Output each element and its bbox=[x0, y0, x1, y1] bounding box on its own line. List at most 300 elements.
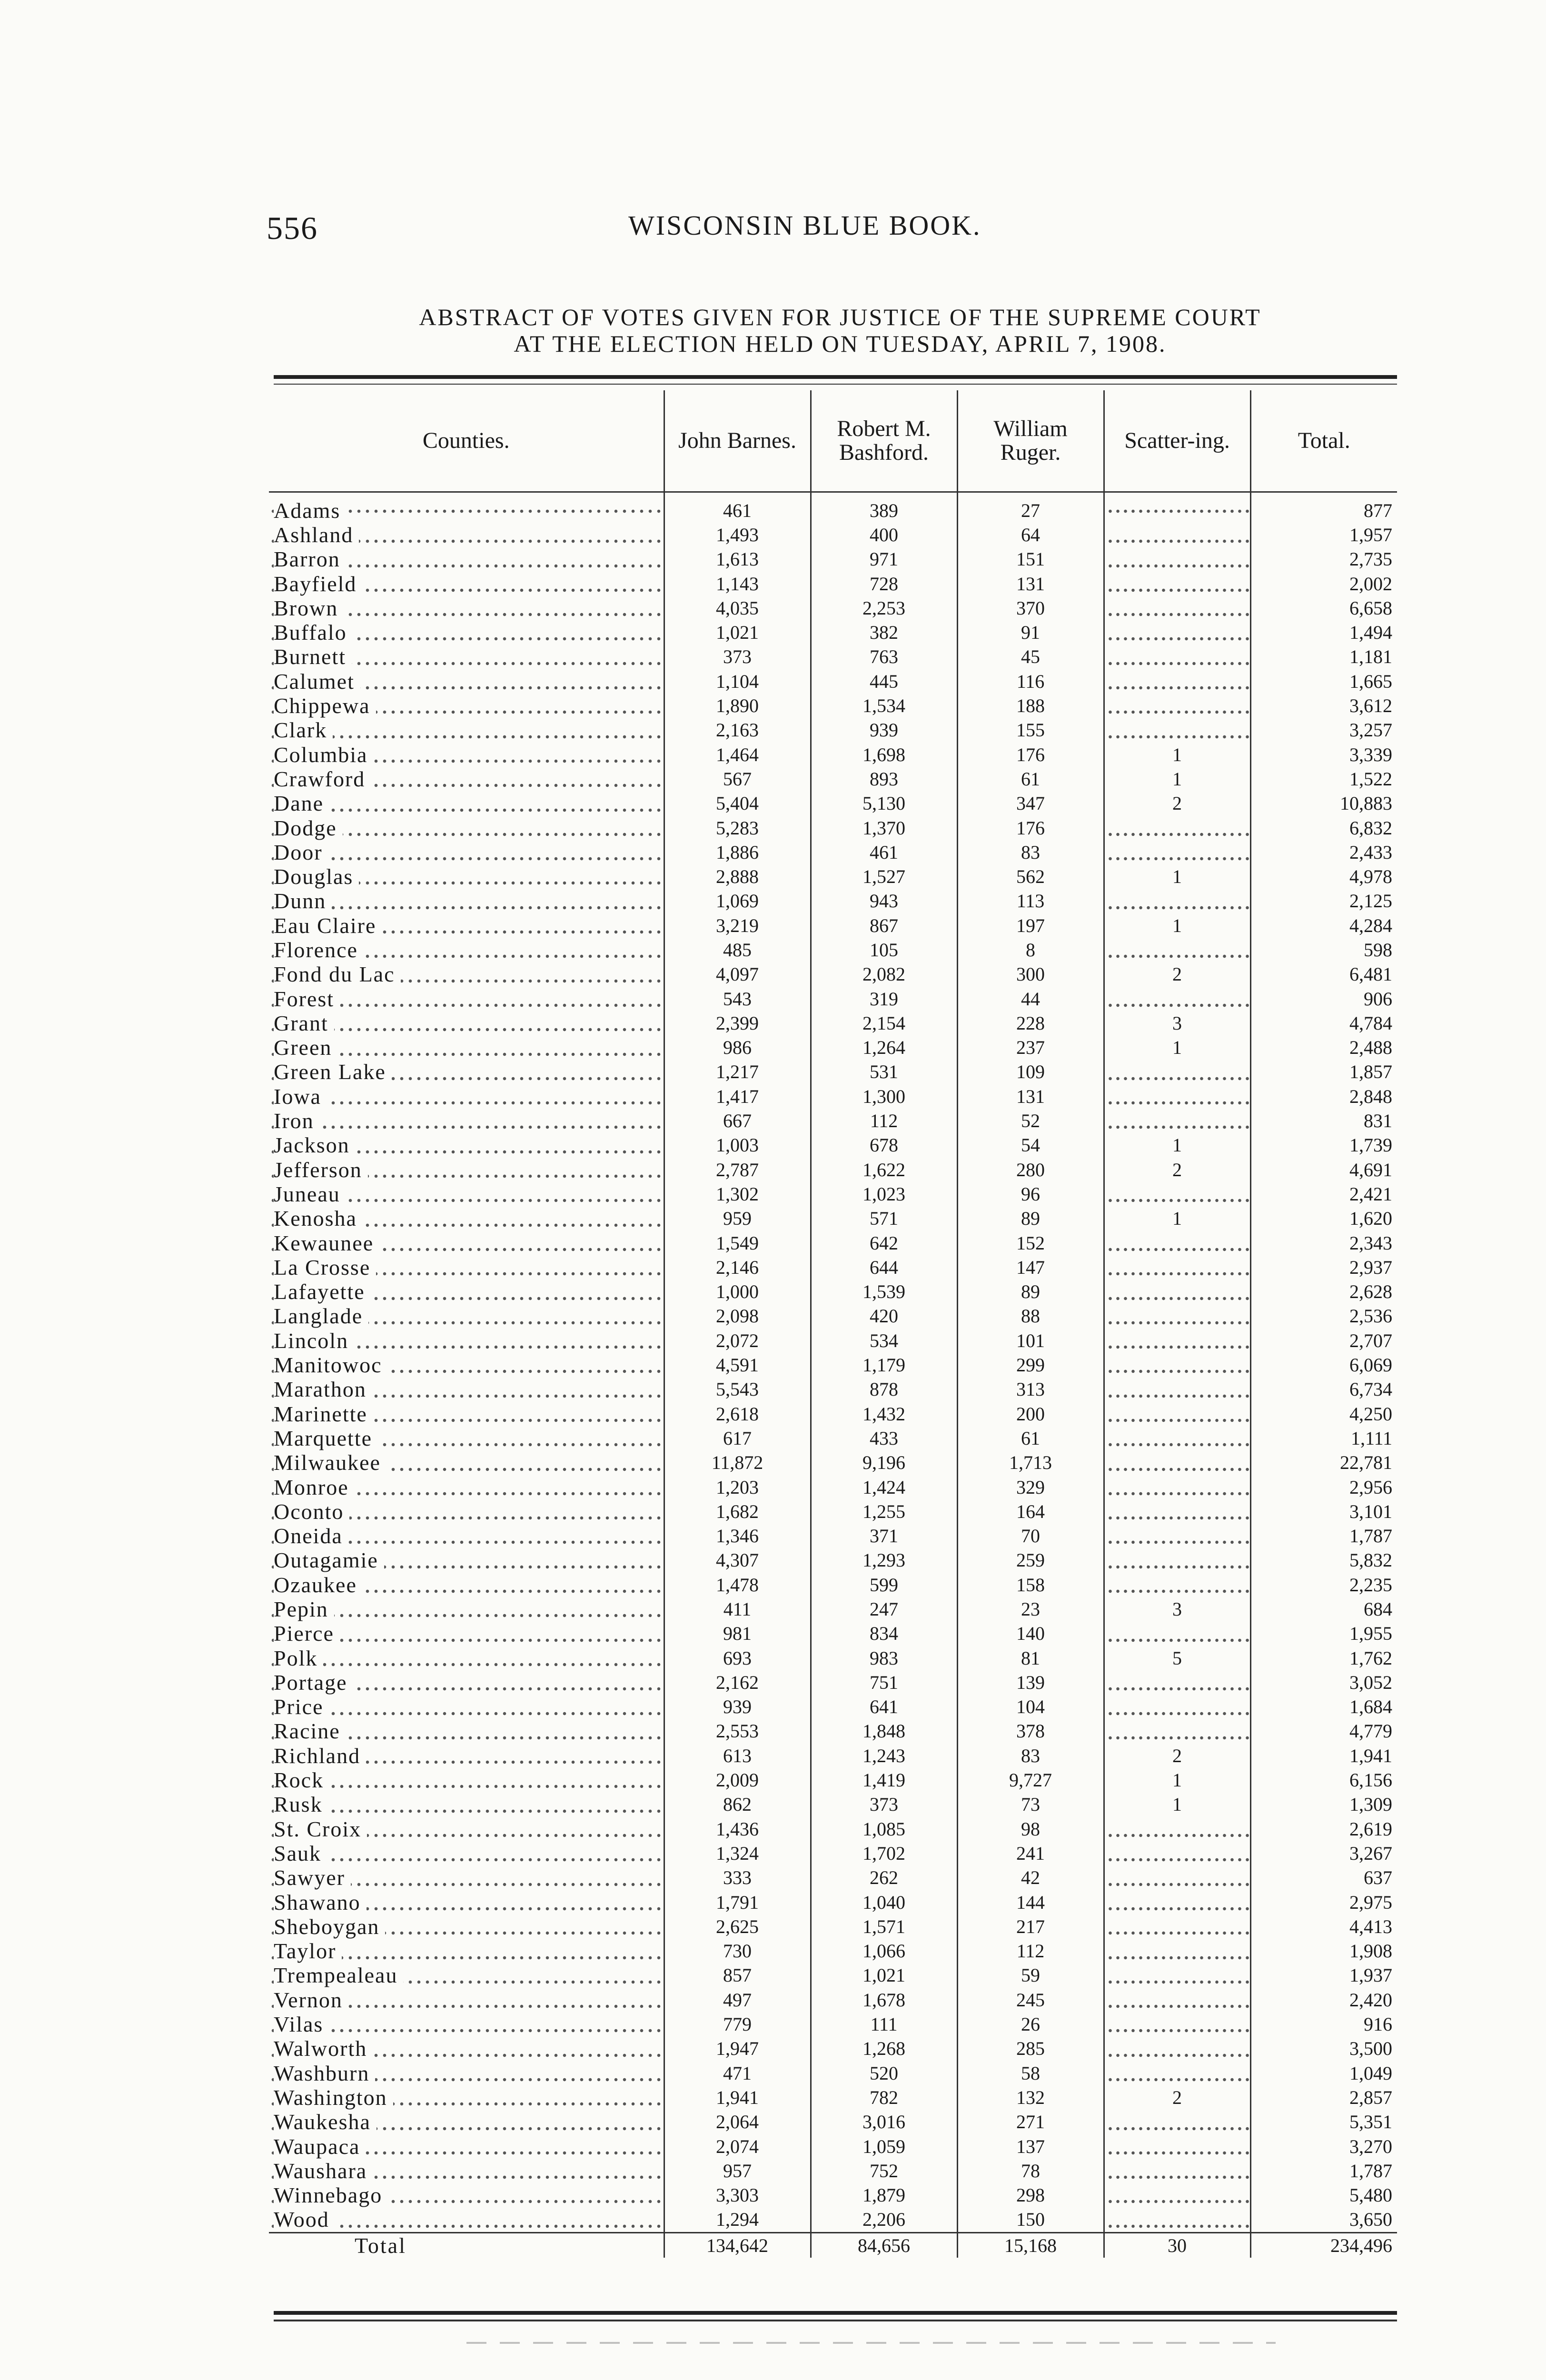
total-cell: 2,421 bbox=[1250, 1182, 1397, 1206]
barnes-cell: 779 bbox=[664, 2012, 811, 2036]
scattering-cell: 2 bbox=[1104, 2085, 1250, 2110]
scattering-cell bbox=[1104, 1622, 1250, 1646]
bashford-cell: 400 bbox=[811, 523, 957, 547]
county-name: Green bbox=[274, 1036, 337, 1060]
bashford-cell: 1,085 bbox=[811, 1817, 957, 1841]
bashford-cell: 1,539 bbox=[811, 1280, 957, 1304]
scattering-cell bbox=[1104, 2159, 1250, 2183]
scattering-cell: 2 bbox=[1104, 1744, 1250, 1768]
barnes-cell: 2,625 bbox=[664, 1914, 811, 1939]
bashford-cell: 1,432 bbox=[811, 1402, 957, 1426]
county-cell bbox=[269, 1353, 664, 1377]
ruger-cell: 96 bbox=[957, 1182, 1104, 1206]
ruger-cell: 78 bbox=[957, 2159, 1104, 2183]
barnes-cell: 2,098 bbox=[664, 1304, 811, 1329]
scattering-cell bbox=[1104, 2012, 1250, 2036]
barnes-cell: 11,872 bbox=[664, 1451, 811, 1475]
ruger-cell: 61 bbox=[957, 1426, 1104, 1450]
ruger-cell: 271 bbox=[957, 2110, 1104, 2134]
scattering-cell bbox=[1104, 1719, 1250, 1744]
barnes-cell: 5,404 bbox=[664, 792, 811, 816]
barnes-cell: 857 bbox=[664, 1964, 811, 1988]
scattering-cell bbox=[1104, 572, 1250, 596]
total-ruger-cell: 15,168 bbox=[957, 2233, 1104, 2258]
county-name: Vilas bbox=[274, 2012, 329, 2036]
table-row bbox=[269, 1207, 1397, 1231]
barnes-cell: 2,162 bbox=[664, 1670, 811, 1695]
ruger-cell: 26 bbox=[957, 2012, 1104, 2036]
column-header-barnes: John Barnes. bbox=[664, 390, 811, 492]
bashford-cell: 2,154 bbox=[811, 1011, 957, 1035]
barnes-cell: 1,613 bbox=[664, 547, 811, 572]
county-cell bbox=[269, 1744, 664, 1768]
county-cell bbox=[269, 2061, 664, 2085]
county-cell bbox=[269, 1475, 664, 1499]
county-cell bbox=[269, 840, 664, 864]
county-name: Adams bbox=[274, 498, 346, 523]
table-row bbox=[269, 1622, 1397, 1646]
total-cell: 1,937 bbox=[1250, 1964, 1397, 1988]
table-row bbox=[269, 1451, 1397, 1475]
scattering-cell bbox=[1104, 2061, 1250, 2085]
table-row bbox=[269, 2085, 1397, 2110]
county-name: Racine bbox=[274, 1719, 346, 1744]
table-row bbox=[269, 1499, 1397, 1524]
county-name: Lafayette bbox=[274, 1280, 371, 1304]
bashford-cell: 1,040 bbox=[811, 1890, 957, 1914]
barnes-cell: 411 bbox=[664, 1597, 811, 1621]
county-cell bbox=[269, 1084, 664, 1109]
scattering-cell bbox=[1104, 1084, 1250, 1109]
ruger-cell: 329 bbox=[957, 1475, 1104, 1499]
county-cell bbox=[269, 1964, 664, 1988]
total-cell: 10,883 bbox=[1250, 792, 1397, 816]
scattering-cell: 2 bbox=[1104, 962, 1250, 987]
county-name: Oconto bbox=[274, 1499, 349, 1524]
bashford-cell: 520 bbox=[811, 2061, 957, 2085]
bashford-cell: 1,293 bbox=[811, 1548, 957, 1573]
table-row bbox=[269, 2061, 1397, 2085]
barnes-cell: 1,217 bbox=[664, 1060, 811, 1084]
total-cell: 2,619 bbox=[1250, 1817, 1397, 1841]
scattering-cell bbox=[1104, 1255, 1250, 1279]
county-cell bbox=[269, 743, 664, 767]
ruger-cell: 83 bbox=[957, 840, 1104, 864]
county-name: Sheboygan bbox=[274, 1914, 385, 1939]
county-name: Milwaukee bbox=[274, 1451, 386, 1475]
total-cell: 1,309 bbox=[1250, 1793, 1397, 1817]
bashford-cell: 1,023 bbox=[811, 1182, 957, 1206]
bashford-cell: 1,179 bbox=[811, 1353, 957, 1377]
county-cell bbox=[269, 1109, 664, 1133]
column-header-total: Total. bbox=[1250, 390, 1397, 492]
bashford-cell: 262 bbox=[811, 1866, 957, 1890]
total-cell: 1,739 bbox=[1250, 1133, 1397, 1158]
table-row bbox=[269, 1719, 1397, 1744]
barnes-cell: 1,436 bbox=[664, 1817, 811, 1841]
barnes-cell: 4,097 bbox=[664, 962, 811, 987]
total-cell: 684 bbox=[1250, 1597, 1397, 1621]
bashford-cell: 939 bbox=[811, 718, 957, 743]
scattering-cell bbox=[1104, 523, 1250, 547]
table-row bbox=[269, 1280, 1397, 1304]
county-cell bbox=[269, 547, 664, 572]
county-name: Sauk bbox=[274, 1841, 327, 1865]
total-cell: 6,156 bbox=[1250, 1768, 1397, 1792]
barnes-cell: 1,302 bbox=[664, 1182, 811, 1206]
barnes-cell: 1,417 bbox=[664, 1084, 811, 1109]
county-cell bbox=[269, 864, 664, 889]
county-name: Green Lake bbox=[274, 1060, 392, 1084]
county-cell bbox=[269, 1304, 664, 1329]
total-cell: 598 bbox=[1250, 938, 1397, 962]
barnes-cell: 1,069 bbox=[664, 889, 811, 913]
barnes-cell: 3,219 bbox=[664, 913, 811, 938]
total-cell: 637 bbox=[1250, 1866, 1397, 1890]
scattering-cell bbox=[1104, 1524, 1250, 1548]
bashford-cell: 1,264 bbox=[811, 1036, 957, 1060]
table-row bbox=[269, 1768, 1397, 1792]
page-number: 556 bbox=[267, 210, 318, 246]
county-cell bbox=[269, 1329, 664, 1353]
table-row bbox=[269, 913, 1397, 938]
ruger-cell: 562 bbox=[957, 864, 1104, 889]
barnes-cell: 2,009 bbox=[664, 1768, 811, 1792]
county-cell bbox=[269, 1499, 664, 1524]
table-row bbox=[269, 1597, 1397, 1621]
ruger-cell: 81 bbox=[957, 1646, 1104, 1670]
total-cell: 2,735 bbox=[1250, 547, 1397, 572]
barnes-cell: 1,143 bbox=[664, 572, 811, 596]
county-name: Marquette bbox=[274, 1426, 378, 1450]
county-name: Oneida bbox=[274, 1524, 348, 1548]
table-row bbox=[269, 889, 1397, 913]
scattering-cell bbox=[1104, 1890, 1250, 1914]
bottom-rule-thin bbox=[274, 2320, 1397, 2321]
ruger-cell: 64 bbox=[957, 523, 1104, 547]
bashford-cell: 878 bbox=[811, 1378, 957, 1402]
ruger-cell: 140 bbox=[957, 1622, 1104, 1646]
scattering-cell bbox=[1104, 1378, 1250, 1402]
bashford-cell: 2,082 bbox=[811, 962, 957, 987]
ruger-cell: 23 bbox=[957, 1597, 1104, 1621]
scattering-cell bbox=[1104, 1109, 1250, 1133]
scattering-cell bbox=[1104, 1964, 1250, 1988]
ruger-cell: 91 bbox=[957, 620, 1104, 645]
scattering-cell bbox=[1104, 1060, 1250, 1084]
ruger-cell: 113 bbox=[957, 889, 1104, 913]
county-cell bbox=[269, 1158, 664, 1182]
barnes-cell: 1,294 bbox=[664, 2208, 811, 2233]
bashford-cell: 371 bbox=[811, 1524, 957, 1548]
bashford-cell: 247 bbox=[811, 1597, 957, 1621]
running-title: WISCONSIN BLUE BOOK. bbox=[628, 210, 981, 241]
bashford-cell: 1,021 bbox=[811, 1964, 957, 1988]
table-row bbox=[269, 645, 1397, 669]
bashford-cell: 1,424 bbox=[811, 1475, 957, 1499]
table-row bbox=[269, 1646, 1397, 1670]
total-cell: 3,267 bbox=[1250, 1841, 1397, 1865]
total-cell: 6,734 bbox=[1250, 1378, 1397, 1402]
scattering-cell: 1 bbox=[1104, 1207, 1250, 1231]
scattering-cell bbox=[1104, 718, 1250, 743]
ruger-cell: 217 bbox=[957, 1914, 1104, 1939]
total-cell: 831 bbox=[1250, 1109, 1397, 1133]
barnes-cell: 693 bbox=[664, 1646, 811, 1670]
county-name: Door bbox=[274, 840, 328, 864]
scattering-cell: 3 bbox=[1104, 1597, 1250, 1621]
votes-table bbox=[269, 390, 1397, 2258]
county-name: Waukesha bbox=[274, 2110, 377, 2134]
county-name: Chippewa bbox=[274, 694, 376, 718]
county-cell bbox=[269, 1695, 664, 1719]
scattering-cell bbox=[1104, 1939, 1250, 1964]
table-body bbox=[269, 492, 1397, 2258]
county-cell bbox=[269, 572, 664, 596]
barnes-cell: 2,146 bbox=[664, 1255, 811, 1279]
scattering-cell: 5 bbox=[1104, 1646, 1250, 1670]
ruger-cell: 147 bbox=[957, 1255, 1104, 1279]
total-cell: 6,069 bbox=[1250, 1353, 1397, 1377]
barnes-cell: 959 bbox=[664, 1207, 811, 1231]
table-title-line-1: ABSTRACT OF VOTES GIVEN FOR JUSTICE OF THE SUPREME COURT bbox=[419, 304, 1261, 330]
table-row bbox=[269, 1573, 1397, 1597]
scattering-cell: 2 bbox=[1104, 792, 1250, 816]
scattering-cell: 1 bbox=[1104, 1036, 1250, 1060]
county-cell bbox=[269, 1426, 664, 1450]
county-name: Walworth bbox=[274, 2037, 373, 2061]
county-cell bbox=[269, 2134, 664, 2159]
total-cell: 3,339 bbox=[1250, 743, 1397, 767]
bashford-cell: 433 bbox=[811, 1426, 957, 1450]
total-cell: 1,908 bbox=[1250, 1939, 1397, 1964]
table-row bbox=[269, 1670, 1397, 1695]
county-name: Columbia bbox=[274, 743, 373, 767]
scattering-cell: 2 bbox=[1104, 1158, 1250, 1182]
ruger-cell: 52 bbox=[957, 1109, 1104, 1133]
bashford-cell: 1,702 bbox=[811, 1841, 957, 1865]
table-row bbox=[269, 2012, 1397, 2036]
total-cell: 1,111 bbox=[1250, 1426, 1397, 1450]
barnes-cell: 1,941 bbox=[664, 2085, 811, 2110]
county-cell bbox=[269, 1719, 664, 1744]
ruger-cell: 285 bbox=[957, 2037, 1104, 2061]
scattering-cell bbox=[1104, 1817, 1250, 1841]
bashford-cell: 5,130 bbox=[811, 792, 957, 816]
bashford-cell: 2,253 bbox=[811, 596, 957, 620]
bashford-cell: 943 bbox=[811, 889, 957, 913]
scattering-cell: 3 bbox=[1104, 1011, 1250, 1035]
total-label: Total bbox=[274, 2233, 412, 2258]
total-cell: 1,181 bbox=[1250, 645, 1397, 669]
total-cell: 2,628 bbox=[1250, 1280, 1397, 1304]
county-name: Waupaca bbox=[274, 2134, 366, 2159]
total-cell: 2,707 bbox=[1250, 1329, 1397, 1353]
ruger-cell: 176 bbox=[957, 743, 1104, 767]
column-header-scattering: Scatter-ing. bbox=[1104, 390, 1250, 492]
barnes-cell: 567 bbox=[664, 767, 811, 791]
county-name: Burnett bbox=[274, 645, 352, 669]
county-name: Jefferson bbox=[274, 1158, 368, 1182]
county-cell bbox=[269, 2037, 664, 2061]
scattering-cell: 1 bbox=[1104, 864, 1250, 889]
scattering-cell bbox=[1104, 1451, 1250, 1475]
scattering-cell bbox=[1104, 1670, 1250, 1695]
county-name: Florence bbox=[274, 938, 364, 962]
barnes-cell: 1,104 bbox=[664, 669, 811, 694]
county-name: Eau Claire bbox=[274, 913, 382, 938]
page-header bbox=[267, 209, 1409, 248]
county-name: Washburn bbox=[274, 2061, 375, 2085]
barnes-cell: 2,074 bbox=[664, 2134, 811, 2159]
county-cell bbox=[269, 938, 664, 962]
barnes-cell: 939 bbox=[664, 1695, 811, 1719]
bashford-cell: 1,622 bbox=[811, 1158, 957, 1182]
ruger-cell: 104 bbox=[957, 1695, 1104, 1719]
county-name: Marinette bbox=[274, 1402, 373, 1426]
county-cell bbox=[269, 1280, 664, 1304]
total-cell: 1,857 bbox=[1250, 1060, 1397, 1084]
table-row bbox=[269, 694, 1397, 718]
total-cell: 906 bbox=[1250, 987, 1397, 1011]
total-cell: 3,270 bbox=[1250, 2134, 1397, 2159]
ruger-cell: 8 bbox=[957, 938, 1104, 962]
scattering-cell bbox=[1104, 1914, 1250, 1939]
scattering-cell bbox=[1104, 669, 1250, 694]
bashford-cell: 1,059 bbox=[811, 2134, 957, 2159]
total-cell: 2,536 bbox=[1250, 1304, 1397, 1329]
county-name: Trempealeau bbox=[274, 1964, 403, 1988]
county-name: Vernon bbox=[274, 1988, 348, 2012]
table-row bbox=[269, 492, 1397, 523]
ruger-cell: 137 bbox=[957, 2134, 1104, 2159]
total-cell: 2,235 bbox=[1250, 1573, 1397, 1597]
county-name: Bayfield bbox=[274, 572, 362, 596]
total-cell: 1,787 bbox=[1250, 1524, 1397, 1548]
ruger-cell: 98 bbox=[957, 1817, 1104, 1841]
county-cell bbox=[269, 1402, 664, 1426]
scattering-cell: 1 bbox=[1104, 1133, 1250, 1158]
ruger-cell: 139 bbox=[957, 1670, 1104, 1695]
bashford-cell: 641 bbox=[811, 1695, 957, 1719]
table-row bbox=[269, 1353, 1397, 1377]
bottom-rule bbox=[274, 2311, 1397, 2315]
scattering-cell bbox=[1104, 547, 1250, 572]
scattering-cell: 1 bbox=[1104, 743, 1250, 767]
bashford-cell: 111 bbox=[811, 2012, 957, 2036]
ruger-cell: 241 bbox=[957, 1841, 1104, 1865]
bashford-cell: 1,255 bbox=[811, 1499, 957, 1524]
total-bashford-cell: 84,656 bbox=[811, 2233, 957, 2258]
total-cell: 2,937 bbox=[1250, 1255, 1397, 1279]
county-name: Richland bbox=[274, 1744, 366, 1768]
ruger-cell: 299 bbox=[957, 1353, 1104, 1377]
county-cell bbox=[269, 1622, 664, 1646]
barnes-cell: 1,947 bbox=[664, 2037, 811, 2061]
scattering-cell bbox=[1104, 645, 1250, 669]
barnes-cell: 862 bbox=[664, 1793, 811, 1817]
bashford-cell: 2,206 bbox=[811, 2208, 957, 2233]
scattering-cell bbox=[1104, 1841, 1250, 1865]
bashford-cell: 112 bbox=[811, 1109, 957, 1133]
scattering-cell bbox=[1104, 2134, 1250, 2159]
table-row bbox=[269, 1084, 1397, 1109]
table-row bbox=[269, 1964, 1397, 1988]
table-row bbox=[269, 2208, 1397, 2233]
ruger-cell: 131 bbox=[957, 572, 1104, 596]
barnes-cell: 1,791 bbox=[664, 1890, 811, 1914]
county-cell bbox=[269, 1988, 664, 2012]
total-row bbox=[269, 2233, 1397, 2258]
county-cell bbox=[269, 1231, 664, 1255]
county-cell bbox=[269, 1451, 664, 1475]
county-cell bbox=[269, 1939, 664, 1964]
county-name: Dane bbox=[274, 792, 329, 816]
bashford-cell: 319 bbox=[811, 987, 957, 1011]
bashford-cell: 445 bbox=[811, 669, 957, 694]
scattering-cell: 1 bbox=[1104, 913, 1250, 938]
ruger-cell: 101 bbox=[957, 1329, 1104, 1353]
ruger-cell: 59 bbox=[957, 1964, 1104, 1988]
total-cell: 3,650 bbox=[1250, 2208, 1397, 2233]
bashford-cell: 1,370 bbox=[811, 816, 957, 840]
barnes-cell: 1,886 bbox=[664, 840, 811, 864]
table-title bbox=[274, 304, 1407, 357]
table-row bbox=[269, 1524, 1397, 1548]
table-row bbox=[269, 1036, 1397, 1060]
ruger-cell: 44 bbox=[957, 987, 1104, 1011]
barnes-cell: 471 bbox=[664, 2061, 811, 2085]
barnes-cell: 4,307 bbox=[664, 1548, 811, 1573]
scattering-cell bbox=[1104, 1695, 1250, 1719]
county-cell bbox=[269, 1866, 664, 1890]
ruger-cell: 155 bbox=[957, 718, 1104, 743]
total-scattering-cell: 30 bbox=[1104, 2233, 1250, 2258]
barnes-cell: 2,163 bbox=[664, 718, 811, 743]
county-cell bbox=[269, 523, 664, 547]
table-row bbox=[269, 596, 1397, 620]
scattering-cell bbox=[1104, 1866, 1250, 1890]
county-name: Outagamie bbox=[274, 1548, 384, 1573]
ruger-cell: 378 bbox=[957, 1719, 1104, 1744]
table-row bbox=[269, 620, 1397, 645]
total-cell: 1,941 bbox=[1250, 1744, 1397, 1768]
total-cell: 2,343 bbox=[1250, 1231, 1397, 1255]
total-cell: 1,620 bbox=[1250, 1207, 1397, 1231]
county-name: Crawford bbox=[274, 767, 371, 791]
total-cell: 3,101 bbox=[1250, 1499, 1397, 1524]
county-name: St. Croix bbox=[274, 1817, 367, 1841]
bashford-cell: 1,527 bbox=[811, 864, 957, 889]
barnes-cell: 613 bbox=[664, 1744, 811, 1768]
table-row bbox=[269, 1378, 1397, 1402]
county-cell bbox=[269, 492, 664, 523]
bashford-cell: 1,571 bbox=[811, 1914, 957, 1939]
table-row bbox=[269, 2183, 1397, 2207]
table-row bbox=[269, 1988, 1397, 2012]
total-cell: 5,832 bbox=[1250, 1548, 1397, 1573]
ruger-cell: 144 bbox=[957, 1890, 1104, 1914]
county-name: Shawano bbox=[274, 1890, 367, 1914]
county-name: Monroe bbox=[274, 1475, 355, 1499]
ruger-cell: 300 bbox=[957, 962, 1104, 987]
table-row bbox=[269, 1866, 1397, 1890]
county-name: Grant bbox=[274, 1011, 334, 1035]
table-header-row bbox=[269, 390, 1397, 492]
county-cell bbox=[269, 2085, 664, 2110]
barnes-cell: 2,618 bbox=[664, 1402, 811, 1426]
county-name: La Crosse bbox=[274, 1255, 376, 1279]
